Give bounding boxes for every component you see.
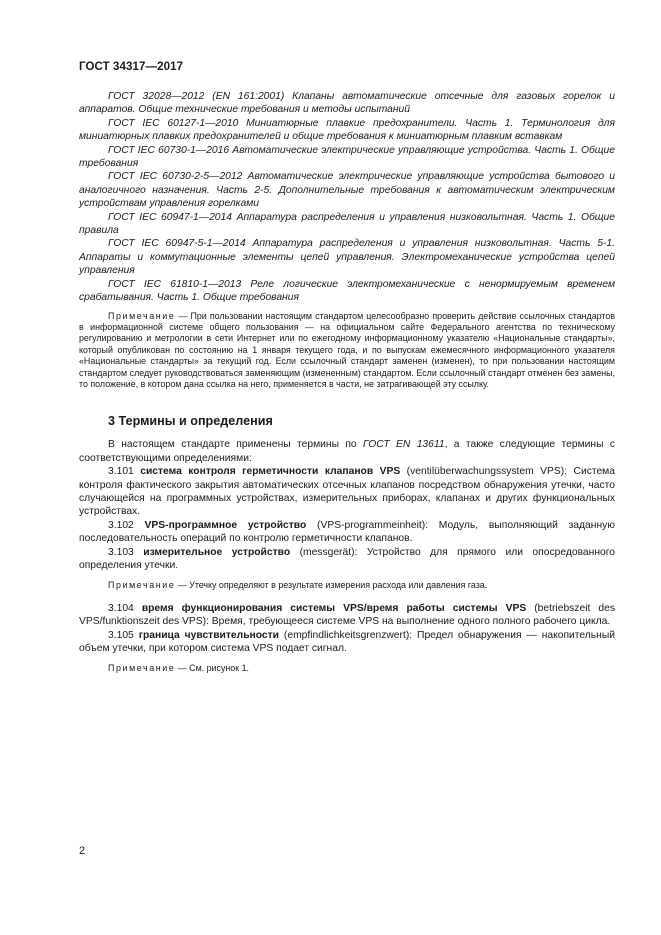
note-label: Примечание — [108, 663, 176, 674]
term-name: VPS-программное устройство — [144, 519, 307, 531]
term-definition: (ventilüberwachungssystem VPS): Система контроля фактического закрытия автоматических отсечных клапанов посредством обнаружения утечки, часто случающейся на программных устройствах, измерительных приборах, клапанах и других функциональных устройствах. — [79, 466, 615, 518]
term-number: 3.104 — [108, 602, 142, 614]
note-text: — Утечку определяют в результате измерения расхода или давления газа. — [175, 580, 488, 591]
term-number: 3.103 — [108, 546, 144, 558]
note-text: — При пользовании настоящим стандартом целесообразно проверить действие ссылочных стандартов в информационной системе общего пользования — на официальном сайте Федерального агентства по техническому регулированию и метрологии в сети Интернет или по ежегодному информационному указателю «Национальные стандарты», который опубликован по состоянию на 1 января текущего года, и по выпускам ежемесячного информационного указателя «Национальные стандарты» за текущий год. Если ссылочный стандарт заменен (изменен), то при пользовании настоящим стандартом следует руководствоваться заменяющим (измененным) стандартом. Если ссылочный стандарт отменен без замены, то положение, в котором дана ссылка на него, применяется в части, не затрагивающей эту ссылку. — [79, 310, 615, 389]
term-definition: (messgerät): Устройство для прямого или опосредованного определения утечки. — [79, 546, 616, 571]
definition-3-102 — [79, 519, 615, 546]
figure-note — [79, 663, 615, 674]
intro-text-end: , а также следующие термины с соответствующими определениями: — [79, 439, 615, 464]
term-name: измерительное устройство — [143, 546, 291, 558]
section-intro — [79, 438, 615, 465]
reference-item: ГОСТ 32028—2012 (EN 161:2001) Клапаны автоматические отсечные для газовых горелок и аппаратов. Общие технические требования и методы испытаний — [79, 91, 615, 116]
term-number: 3.105 — [108, 629, 139, 641]
note-text: — См. рисунок 1. — [175, 663, 249, 674]
reference-item: ГОСТ IEC 60947-1—2014 Аппаратура распределения и управления низковольтная. Часть 1. Общие правила — [79, 211, 615, 237]
definition-3-104 — [79, 602, 615, 629]
document-header: ГОСТ 34317—2017 — [79, 61, 184, 73]
reference-item: ГОСТ IEC 60127-1—2010 Миниатюрные плавкие предохранители. Часть 1. Терминология для миниатюрных плавких предохранителей и общие требования к миниатюрным плавким вставкам — [79, 117, 615, 143]
note-label: Примечание — [108, 580, 176, 591]
term-number: 3.102 — [108, 519, 145, 531]
term-definition: (VPS-programmeinheit): Модуль, выполняющий заданную последовательность операций по контролю герметичности клапанов. — [79, 519, 616, 545]
page-number: 2 — [79, 845, 86, 857]
reference-item: ГОСТ IEC 60947-5-1—2014 Аппаратура распределения и управления низковольтная. Часть 5-1. Аппараты и коммутационные элементы цепей управления. Электромеханические устройства цепей управления — [79, 238, 615, 277]
intro-text: В настоящем стандарте применены термины по — [108, 439, 364, 451]
term-number: 3.101 — [108, 466, 141, 478]
reference-list — [79, 90, 615, 305]
intro-reference: ГОСТ EN 13611 — [363, 439, 445, 451]
reference-item: ГОСТ IEC 61810-1—2013 Реле логические электромеханические с ненормируемым временем срабатывания. Часть 1. Общие требования — [79, 278, 615, 304]
page-content — [79, 90, 615, 685]
reference-note — [79, 311, 615, 391]
definition-note — [79, 580, 615, 591]
term-name: время функционирования системы VPS/время работы системы VPS — [141, 602, 527, 614]
term-name: система контроля герметичности клапанов VPS — [140, 466, 401, 478]
section-title: 3 Термины и определения — [108, 414, 273, 429]
definition-3-105 — [79, 629, 615, 656]
definition-3-101 — [79, 465, 615, 519]
term-name: граница чувствительности — [138, 629, 279, 641]
definition-3-103 — [79, 546, 615, 573]
definitions — [79, 438, 615, 572]
note-label: Примечание — [108, 310, 176, 321]
reference-item: ГОСТ IEC 60730-1—2016 Автоматические электрические управляющие устройства. Часть 1. Общие требования — [79, 144, 615, 170]
definitions-continued — [79, 602, 615, 656]
reference-item: ГОСТ IEC 60730-2-5—2012 Автоматические электрические управляющие устройства бытового и аналогичного назначения. Часть 2-5. Дополнительные требования к автоматическим электрическим устройствам управления горелками — [79, 171, 615, 210]
term-definition: (empfindlichkeitsgrenzwert): Предел обнаружения — накопительный объем утечки, при котором система VPS подает сигнал. — [79, 629, 615, 655]
term-definition: (betriebszeit des VPS/funktionszeit des VPS): Время, требующееся системе VPS на выполнение одного полного рабочего цикла. — [79, 602, 615, 628]
